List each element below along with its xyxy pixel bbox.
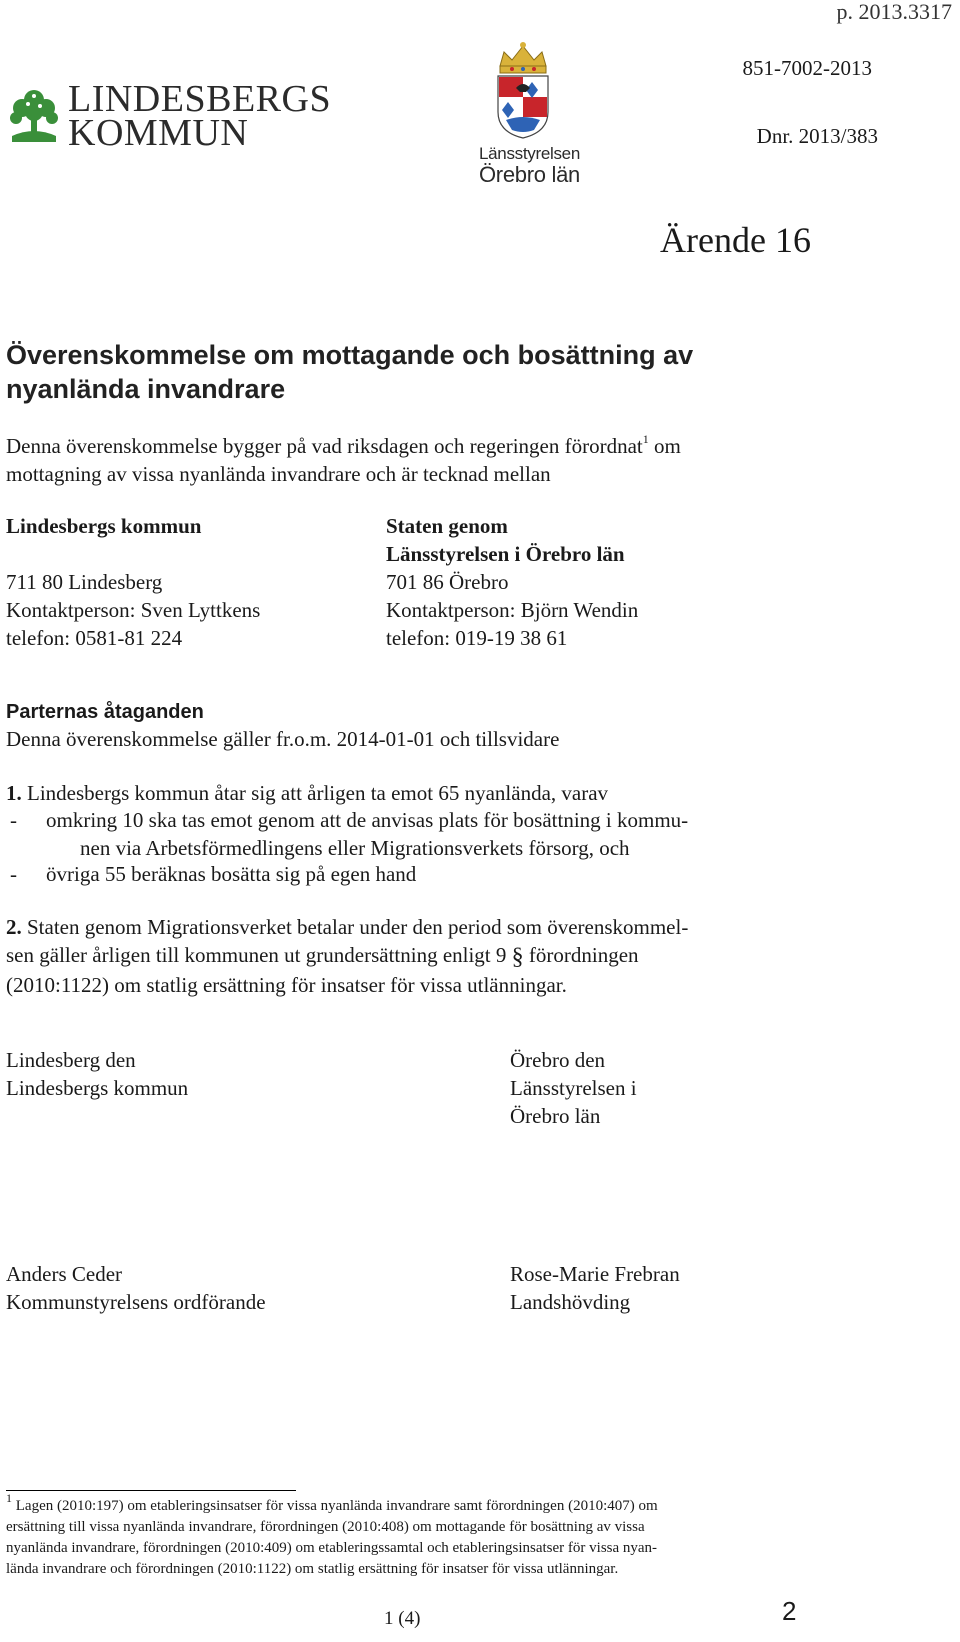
footnote-line1: $^1$ Lagen (2010:197) om etableringsinsatser för vissa nyanlända invandrare samt förordningen (2010:407) om	[6, 1491, 658, 1514]
validity-statement: Denna överenskommelse gäller fr.o.m. 2014-01-01 och tillsvidare	[6, 727, 560, 751]
logo-text-line1: LINDESBERGS	[68, 78, 332, 120]
party-left	[6, 512, 260, 652]
signature-left-place: Lindesberg den	[6, 1048, 136, 1072]
commitment-item-1	[6, 779, 608, 807]
logo-text-line2: KOMMUN	[68, 112, 249, 154]
signature-left-signer	[6, 1260, 266, 1316]
party-right-name2: Länsstyrelsen i Örebro län	[386, 542, 625, 566]
party-right-contact: Kontaktperson: Björn Wendin	[386, 598, 639, 622]
intro-line2: mottagning av vissa nyanlända invandrare och är tecknad mellan	[6, 462, 551, 486]
bullet-1-line2: nen via Arbetsförmedlingens eller Migrationsverkets försorg, och	[80, 836, 630, 860]
coat-of-arms-icon	[488, 40, 558, 140]
signature-left-org: Lindesbergs kommun	[6, 1076, 189, 1100]
party-left-address: 711 80 Lindesberg	[6, 570, 163, 594]
bullet-dash: -	[10, 862, 17, 886]
signature-right-role: Landshövding	[510, 1290, 631, 1314]
footnote-reference: 1	[642, 432, 649, 446]
logo-text-line1: Länsstyrelsen	[479, 144, 580, 163]
item2-line2: sen gäller årligen till kommunen ut grundersättning enligt 9 § förordningen	[6, 943, 639, 970]
commitments-heading: Parternas åtaganden	[6, 701, 204, 723]
party-right	[386, 512, 638, 652]
title-line1: Överenskommelse om mottagande och bosättning av	[6, 340, 694, 370]
lindesbergs-kommun-logo	[6, 78, 332, 156]
document-title	[6, 338, 693, 406]
party-right-phone: telefon: 019-19 38 61	[386, 626, 568, 650]
signature-right-name: Rose-Marie Frebran	[510, 1262, 680, 1286]
footnote-mark: 1	[6, 1491, 12, 1505]
signature-right-header	[510, 1046, 637, 1130]
item2-line3: (2010:1122) om statlig ersättning för insatser för vissa utlänningar.	[6, 973, 567, 997]
intro-line1: Denna överenskommelse bygger på vad riksdagen och regeringen förordnat$^1$ om	[6, 432, 681, 458]
party-left-contact: Kontaktperson: Sven Lyttkens	[6, 598, 261, 622]
intro-paragraph	[6, 432, 681, 488]
sheet-number: 2	[782, 1596, 797, 1626]
section-sign-icon: §	[511, 944, 524, 970]
footnote-divider	[6, 1490, 296, 1491]
item2-line1: 2. Staten genom Migrationsverket betalar under den period som överenskommel-	[6, 915, 689, 939]
signature-right-signer	[510, 1260, 680, 1316]
signature-right-org1: Länsstyrelsen i	[510, 1076, 637, 1100]
document-number: 851-7002-2013	[742, 56, 872, 80]
page-reference: p. 2013.3317	[836, 0, 952, 24]
signature-left-header	[6, 1046, 188, 1102]
footnote-line3: nyanlända invandrare, förordningen (2010:409) om etableringssamtal och etableringsinsatser för vissa nyan-	[6, 1540, 658, 1556]
signature-right-place: Örebro den	[510, 1048, 606, 1072]
signature-left-name: Anders Ceder	[6, 1262, 123, 1286]
bullet-dash: -	[10, 808, 17, 832]
arende-heading: Ärende 16	[660, 220, 811, 260]
party-left-phone: telefon: 0581-81 224	[6, 626, 183, 650]
footnote-line4: lända invandrare och förordningen (2010:1122) om statlig ersättning för insatser för vissa utlänningar.	[6, 1561, 619, 1577]
tree-icon	[6, 86, 62, 148]
lansstyrelsen-logo	[479, 40, 598, 190]
commitment-item-2	[6, 913, 688, 999]
party-left-name: Lindesbergs kommun	[6, 514, 202, 538]
bullet-2-line1: övriga 55 beräknas bosätta sig på egen hand	[46, 862, 417, 886]
footnote-line2: ersättning till vissa nyanlända invandrare, förordningen (2010:408) om mottagande för bosättning av vissa	[6, 1519, 645, 1535]
title-line2: nyanlända invandrare	[6, 374, 286, 404]
logo-text-line2: Örebro län	[479, 162, 580, 187]
signature-left-role: Kommunstyrelsens ordförande	[6, 1290, 266, 1314]
footnote	[6, 1491, 658, 1580]
page-number: 1 (4)	[384, 1608, 421, 1629]
item1-line: 1. Lindesbergs kommun åtar sig att årligen ta emot 65 nyanlända, varav	[6, 781, 609, 805]
party-right-address: 701 86 Örebro	[386, 570, 509, 594]
bullet-1-line1: omkring 10 ska tas emot genom att de anvisas plats för bosättning i kommu-	[46, 808, 689, 832]
diarienummer: Dnr. 2013/383	[756, 124, 878, 148]
signature-right-org2: Örebro län	[510, 1104, 601, 1128]
party-right-name1: Staten genom	[386, 514, 508, 538]
